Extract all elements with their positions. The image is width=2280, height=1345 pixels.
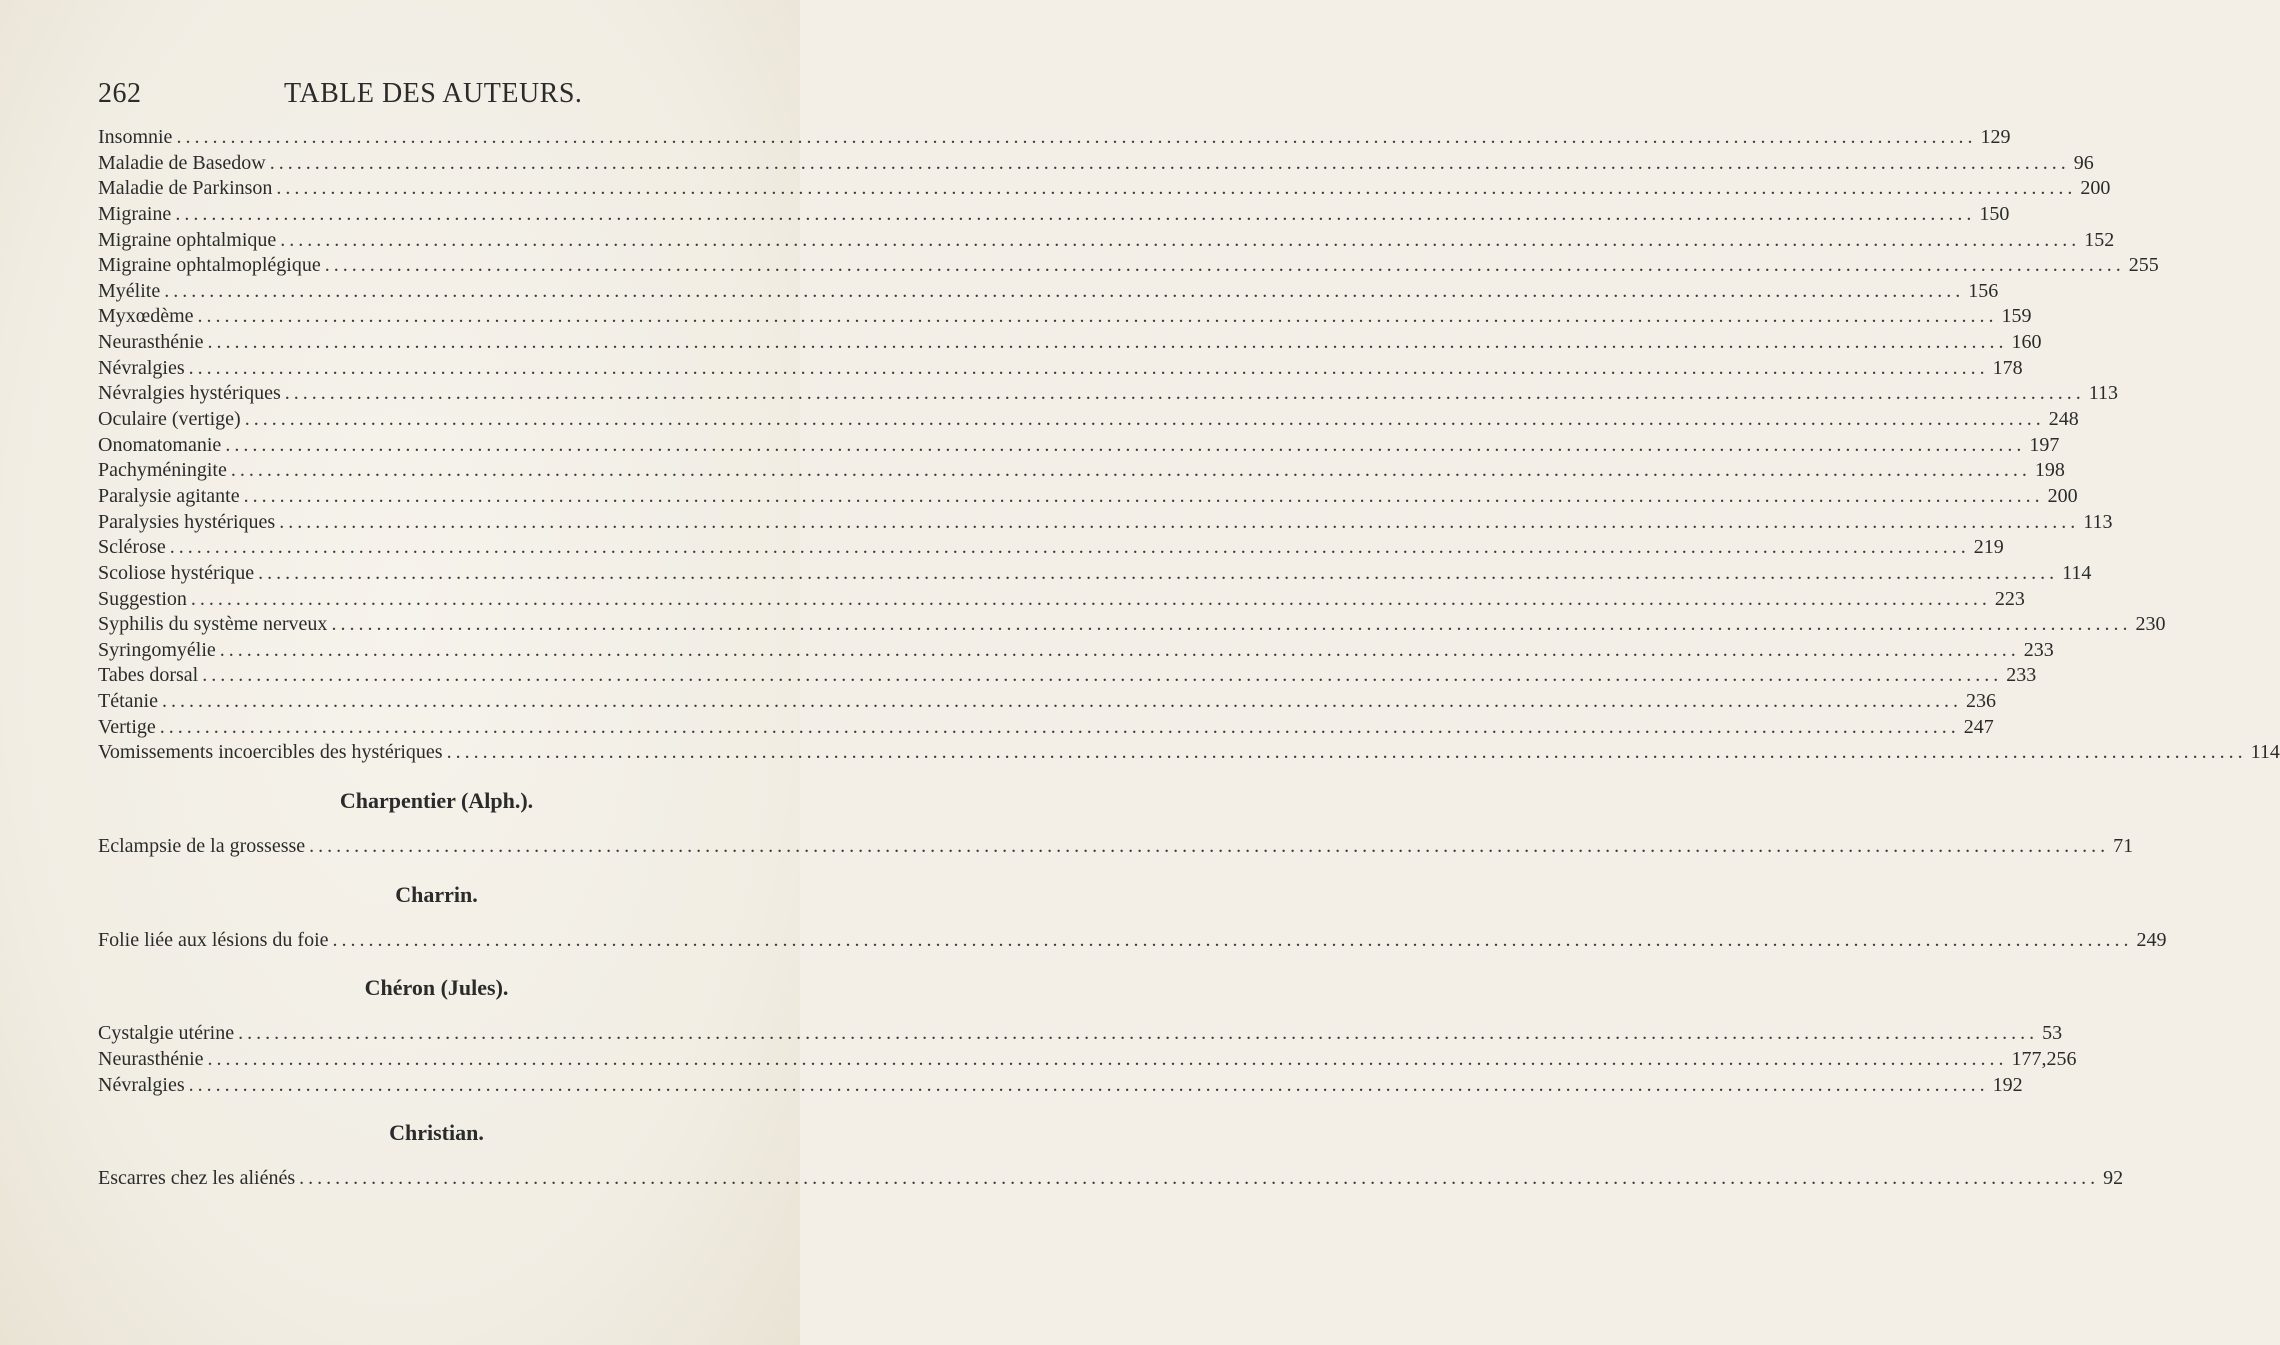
entry-label: Névralgies <box>98 356 185 379</box>
index-entry <box>98 1166 2124 1192</box>
entry-label: Tétanie <box>98 690 158 713</box>
entry-page-number: 200 <box>2080 177 2111 200</box>
entry-label: Onomatomanie <box>98 433 222 456</box>
entry-label: Vertige <box>98 715 156 738</box>
dot-leader: ........................................................................................................................................................................................................ <box>190 587 1991 610</box>
entry-page-number: 177,256 <box>2011 1047 2077 1070</box>
dot-leader: ........................................................................................................................................................................................................ <box>279 510 2080 533</box>
dot-leader: ........................................................................................................................................................................................................ <box>276 177 2077 200</box>
index-entry <box>98 176 2111 202</box>
entry-label: Insomnie <box>98 126 173 148</box>
dot-leader: ........................................................................................................................................................................................................ <box>331 613 2132 636</box>
dot-leader: ........................................................................................................................................................................................................ <box>207 331 2008 354</box>
entry-page-number: 247 <box>1963 715 1994 738</box>
dot-leader: ........................................................................................................................................................................................................ <box>309 835 2110 858</box>
entry-label: Migraine <box>98 202 172 225</box>
index-entry <box>98 202 2010 228</box>
entry-label: Syringomyélie <box>98 638 216 661</box>
entry-page-number: 96 <box>2073 151 2094 174</box>
section-spacer <box>98 1148 735 1166</box>
entry-label: Neurasthénie <box>98 1047 204 1070</box>
dot-leader: ........................................................................................................................................................................................................ <box>446 741 2247 764</box>
entry-page-number: 160 <box>2011 331 2042 354</box>
dot-leader: ........................................................................................................................................................................................................ <box>284 382 2085 405</box>
entry-label: Migraine ophtalmoplégique <box>98 254 321 277</box>
entry-label: Paralysies hystériques <box>98 510 276 533</box>
index-entry <box>98 381 2118 407</box>
entry-label: Tabes dorsal <box>98 664 199 687</box>
entry-page-number: 156 <box>1968 279 1999 302</box>
dot-leader: ........................................................................................................................................................................................................ <box>161 690 1962 713</box>
entry-label: Syphilis du système nerveux <box>98 613 328 636</box>
entry-page-number: 248 <box>2048 408 2079 431</box>
author-heading: Charpentier (Alph.). <box>339 788 534 814</box>
index-entry <box>98 834 2134 860</box>
entry-label: Folie liée aux lésions du foie <box>98 928 329 951</box>
entry-label: Myxœdème <box>98 305 194 328</box>
dot-leader: ........................................................................................................................................................................................................ <box>197 305 1998 328</box>
entry-page-number: 198 <box>2034 459 2065 482</box>
index-entry <box>98 535 2004 561</box>
entry-label: Paralysie agitante <box>98 484 240 507</box>
entry-page-number: 255 <box>2128 254 2159 277</box>
entry-page-number: 200 <box>2047 484 2078 507</box>
entry-page-number: 114 <box>2250 741 2280 764</box>
page-title: TABLE DES AUTEURS. <box>284 78 583 109</box>
index-entry <box>98 689 1996 715</box>
dot-leader: ........................................................................................................................................................................................................ <box>169 536 1970 559</box>
index-entry <box>98 151 2094 177</box>
entry-page-number: 219 <box>1973 536 2004 559</box>
entry-label: Myélite <box>98 279 161 302</box>
index-entry <box>98 458 2065 484</box>
entry-label: Névralgies <box>98 1073 185 1096</box>
entry-page-number: 192 <box>1992 1073 2023 1096</box>
dot-leader: ........................................................................................................................................................................................................ <box>332 928 2133 951</box>
index-entry <box>98 663 2037 689</box>
index-entry <box>98 587 2025 613</box>
dot-leader: ........................................................................................................................................................................................................ <box>299 1167 2100 1190</box>
index-entry <box>98 279 1999 305</box>
entry-label: Neurasthénie <box>98 331 204 354</box>
entry-label: Escarres chez les aliénés <box>98 1167 296 1190</box>
dot-leader: ........................................................................................................................................................................................................ <box>219 638 2020 661</box>
entry-page-number: 113 <box>2083 510 2113 533</box>
entry-page-number: 150 <box>1979 202 2010 225</box>
index-content <box>98 125 2280 1192</box>
dot-leader: ........................................................................................................................................................................................................ <box>202 664 2003 687</box>
entry-label: Sclérose <box>98 536 166 559</box>
page-number: 262 <box>98 78 142 109</box>
dot-leader: ........................................................................................................................................................................................................ <box>175 202 1976 225</box>
index-entry <box>98 510 2113 536</box>
index-entry <box>98 356 2023 382</box>
entry-label: Cystalgie utérine <box>98 1022 235 1045</box>
entry-page-number: 249 <box>2136 928 2167 951</box>
entry-page-number: 159 <box>2001 305 2032 328</box>
index-entry <box>98 484 2078 510</box>
dot-leader: ........................................................................................................................................................................................................ <box>244 408 2045 431</box>
index-entry <box>98 1021 2063 1047</box>
entry-page-number: 197 <box>2029 433 2060 456</box>
entry-page-number: 53 <box>2042 1022 2063 1045</box>
dot-leader: ........................................................................................................................................................................................................ <box>159 715 1960 738</box>
entry-label: Suggestion <box>98 587 187 610</box>
dot-leader: ........................................................................................................................................................................................................ <box>164 279 1965 302</box>
entry-label: Pachyméningite <box>98 459 227 482</box>
dot-leader: ........................................................................................................................................................................................................ <box>225 433 2026 456</box>
index-entry <box>98 433 2060 459</box>
index-entry <box>98 740 2280 766</box>
section-spacer <box>98 910 735 928</box>
entry-page-number: 233 <box>2006 664 2037 687</box>
entry-label: Névralgies hystériques <box>98 382 281 405</box>
entry-label: Migraine ophtalmique <box>98 228 277 251</box>
dot-leader: ........................................................................................................................................................................................................ <box>258 561 2059 584</box>
dot-leader: ........................................................................................................................................................................................................ <box>176 126 1977 148</box>
dot-leader: ........................................................................................................................................................................................................ <box>207 1047 2008 1070</box>
page-header <box>98 78 738 118</box>
index-entry <box>98 253 2159 279</box>
dot-leader: ........................................................................................................................................................................................................ <box>238 1022 2039 1045</box>
index-entry <box>98 928 2167 954</box>
index-entry <box>98 304 2032 330</box>
entry-page-number: 230 <box>2135 613 2166 636</box>
entry-page-number: 71 <box>2113 835 2134 858</box>
section-spacer <box>98 1003 735 1021</box>
index-entry <box>98 407 2079 433</box>
section-spacer <box>98 766 735 786</box>
entry-page-number: 92 <box>2103 1167 2124 1190</box>
index-entry <box>98 715 1994 741</box>
index-entry <box>98 1073 2023 1099</box>
dot-leader: ........................................................................................................................................................................................................ <box>269 151 2070 174</box>
index-entry <box>98 638 2054 664</box>
author-heading: Christian. <box>389 1120 484 1146</box>
section-spacer <box>98 1098 735 1118</box>
index-entry <box>98 125 2011 151</box>
section-spacer <box>98 816 735 834</box>
dot-leader: ........................................................................................................................................................................................................ <box>324 254 2125 277</box>
index-entry <box>98 612 2166 638</box>
section-spacer <box>98 953 735 973</box>
entry-label: Vomissements incoercibles des hystériques <box>98 741 443 764</box>
index-entry <box>98 1047 2077 1073</box>
dot-leader: ........................................................................................................................................................................................................ <box>280 228 2081 251</box>
entry-page-number: 178 <box>1992 356 2023 379</box>
entry-label: Oculaire (vertige) <box>98 408 241 431</box>
section-spacer <box>98 860 735 880</box>
author-heading: Chéron (Jules). <box>364 975 509 1001</box>
entry-page-number: 236 <box>1965 690 1996 713</box>
author-heading: Charrin. <box>395 881 478 907</box>
entry-page-number: 233 <box>2023 638 2054 661</box>
entry-page-number: 113 <box>2088 382 2118 405</box>
index-entry <box>98 228 2115 254</box>
entry-page-number: 152 <box>2084 228 2115 251</box>
entry-label: Maladie de Parkinson <box>98 177 273 200</box>
index-entry <box>98 561 2092 587</box>
entry-label: Maladie de Basedow <box>98 151 266 174</box>
index-entry <box>98 330 2042 356</box>
entry-page-number: 223 <box>1994 587 2025 610</box>
entry-page-number: 129 <box>1980 126 2011 148</box>
entry-page-number: 114 <box>2062 561 2092 584</box>
dot-leader: ........................................................................................................................................................................................................ <box>230 459 2031 482</box>
dot-leader: ........................................................................................................................................................................................................ <box>188 1073 1989 1096</box>
dot-leader: ........................................................................................................................................................................................................ <box>188 356 1989 379</box>
entry-label: Eclampsie de la grossesse <box>98 835 306 858</box>
entry-label: Scoliose hystérique <box>98 561 255 584</box>
dot-leader: ........................................................................................................................................................................................................ <box>243 484 2044 507</box>
